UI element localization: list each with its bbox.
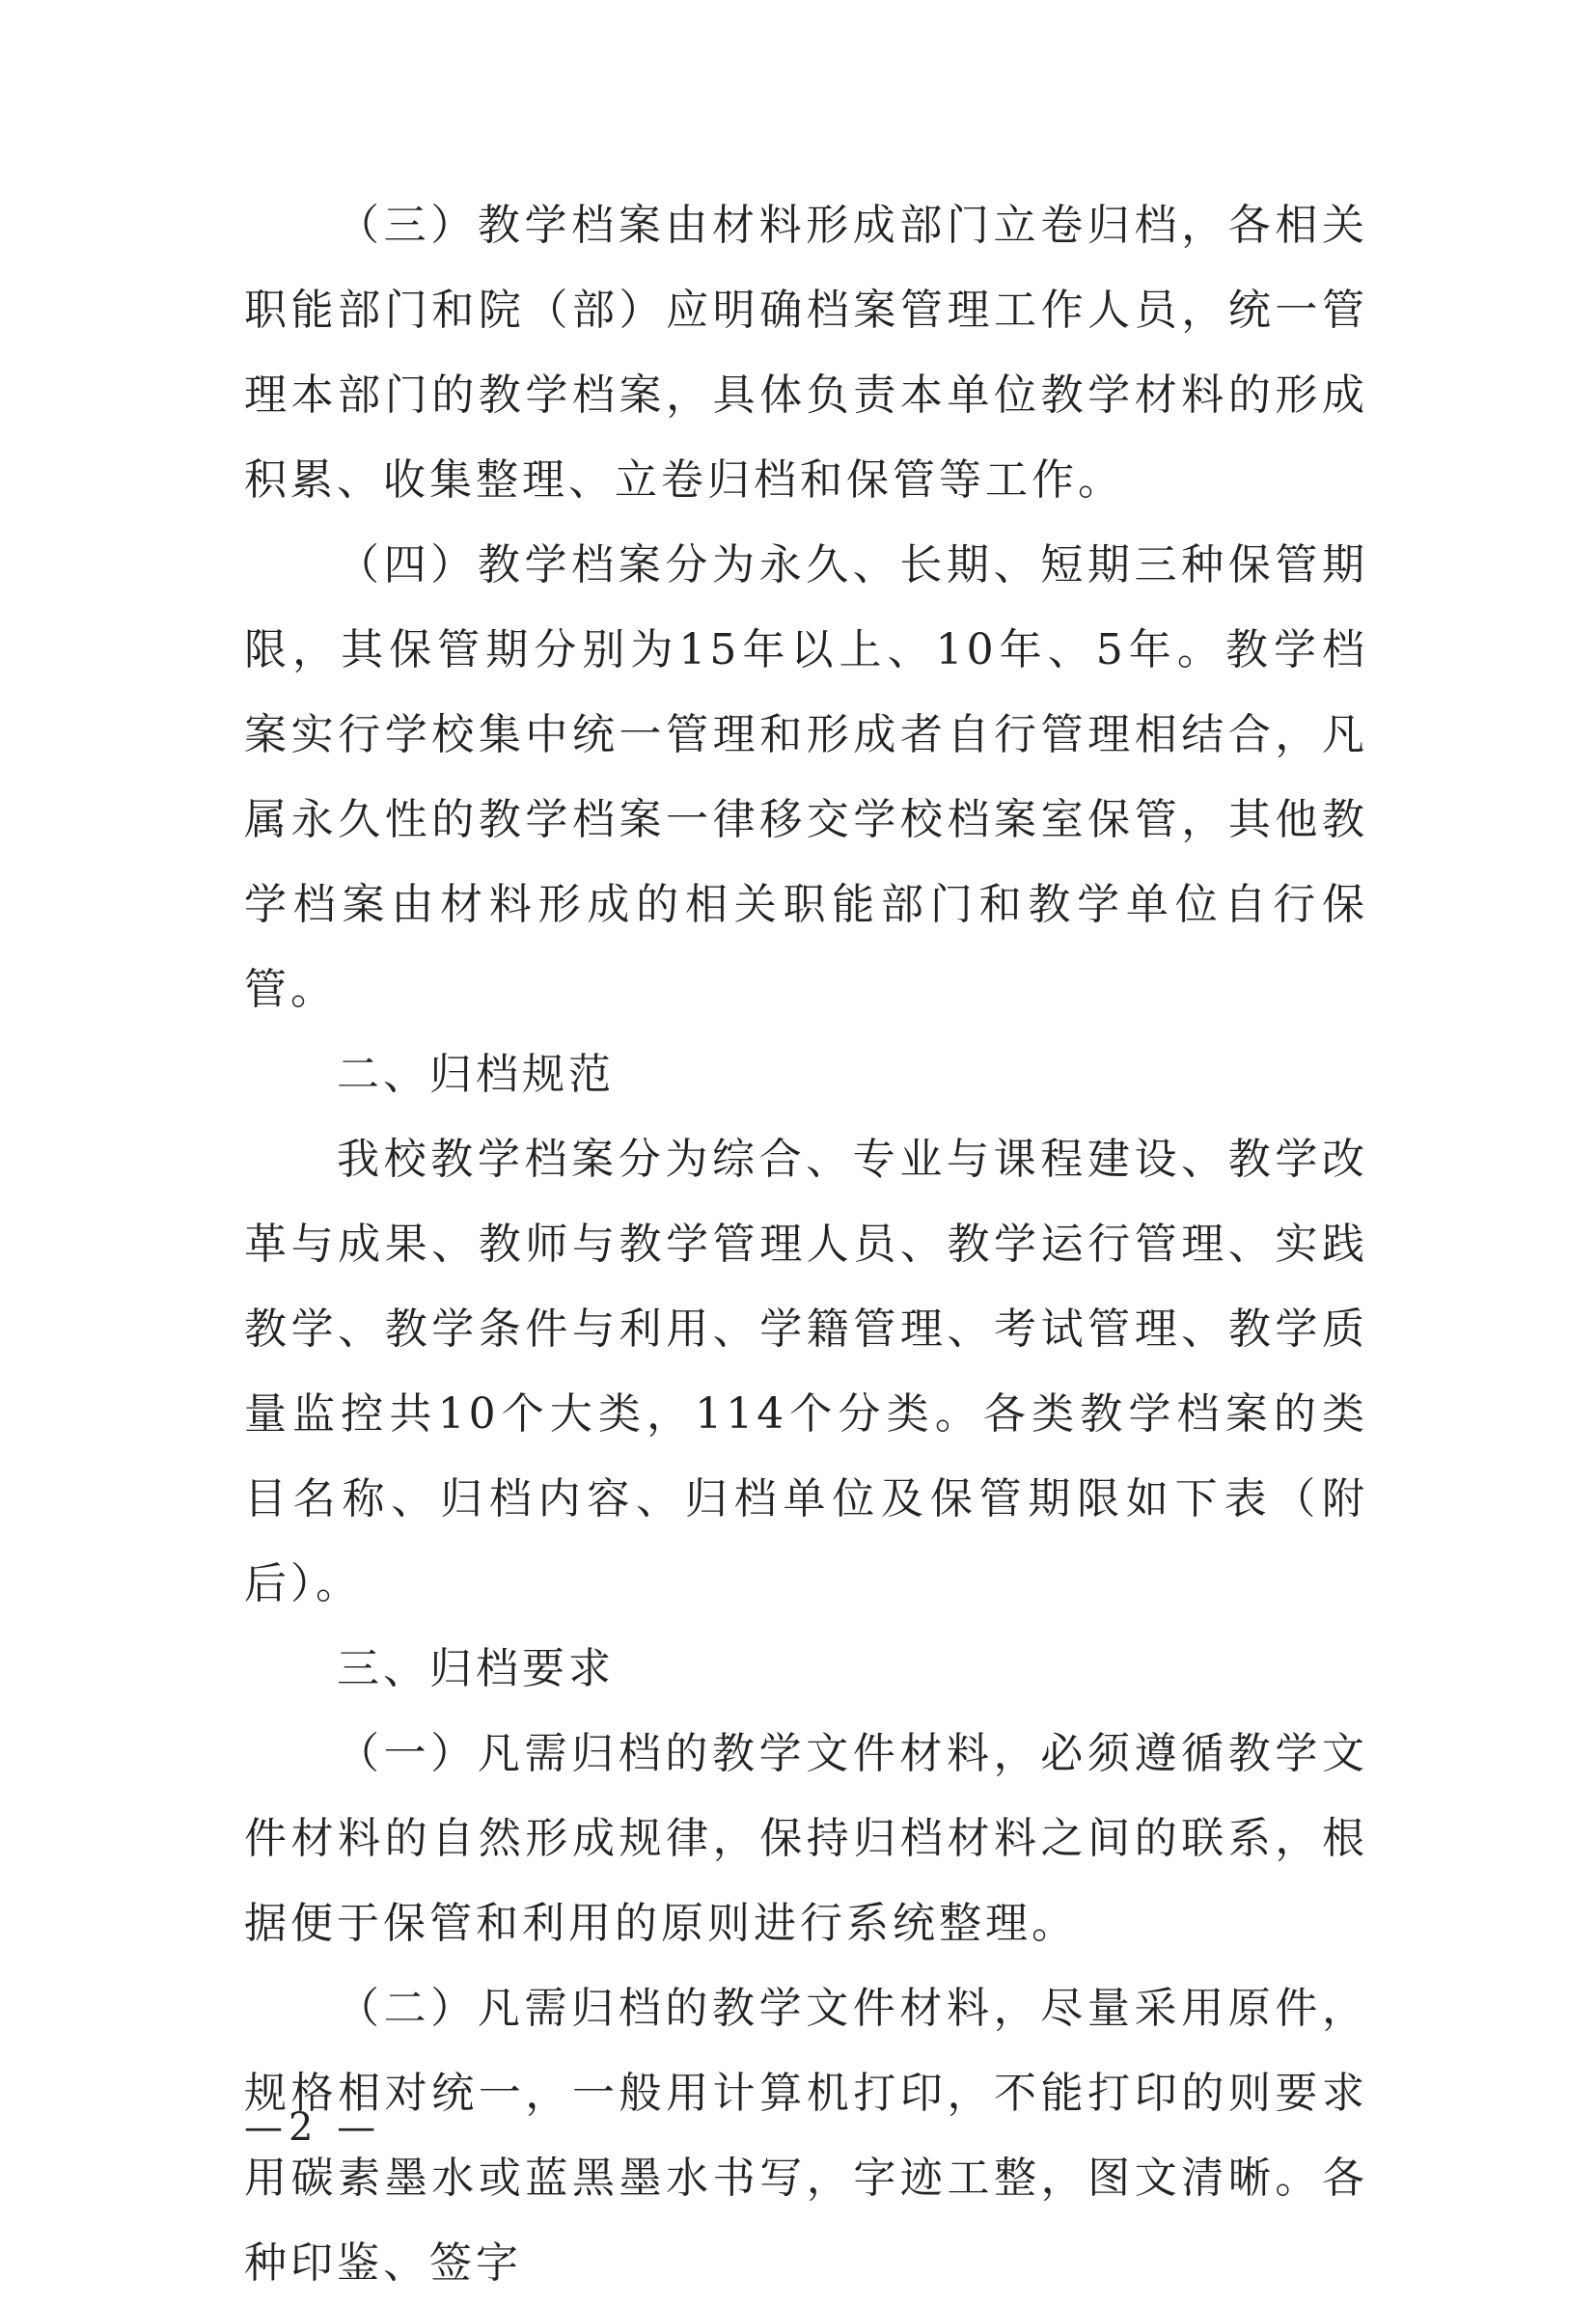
section-heading-archive-standards: 二、归档规范 <box>337 1050 615 1099</box>
document-body <box>244 183 1368 2306</box>
section-heading-archive-requirements: 三、归档要求 <box>337 1644 615 1693</box>
paragraph-retention-period: （四）教学档案分为永久、长期、短期三种保管期限，其保管期分别为15年以上、10年、5年。教学档案实行学校集中统一管理和形成者自行管理相结合，凡属永久性的教学档案一律移交学校档案室保管，其他教学档案由材料形成的相关职能部门和教学单位自行保管。 <box>244 540 1368 1014</box>
paragraph-archive-categories: 我校教学档案分为综合、专业与课程建设、教学改革与成果、教师与教学管理人员、教学运行管理、实践教学、教学条件与利用、学籍管理、考试管理、教学质量监控共10个大类，114个分类。各类教学档案的类目名称、归档内容、归档单位及保管期限如下表（附后）。 <box>244 1135 1368 1608</box>
paragraph-requirement-one: （一）凡需归档的教学文件材料，必须遵循教学文件材料的自然形成规律，保持归档材料之间的联系，根据便于保管和利用的原则进行系统整理。 <box>244 1729 1368 1948</box>
paragraph-archive-responsibility: （三）教学档案由材料形成部门立卷归档，各相关职能部门和院（部）应明确档案管理工作人员，统一管理本部门的教学档案，具体负责本单位教学材料的形成积累、收集整理、立卷归档和保管等工作。 <box>244 201 1368 505</box>
page-number: —2 — <box>244 2105 382 2150</box>
paragraph-requirement-two: （二）凡需归档的教学文件材料，尽量采用原件，规格相对统一，一般用计算机打印，不能打印的则要求用碳素墨水或蓝黑墨水书写，字迹工整，图文清晰。各种印鉴、签字 <box>244 1984 1368 2288</box>
